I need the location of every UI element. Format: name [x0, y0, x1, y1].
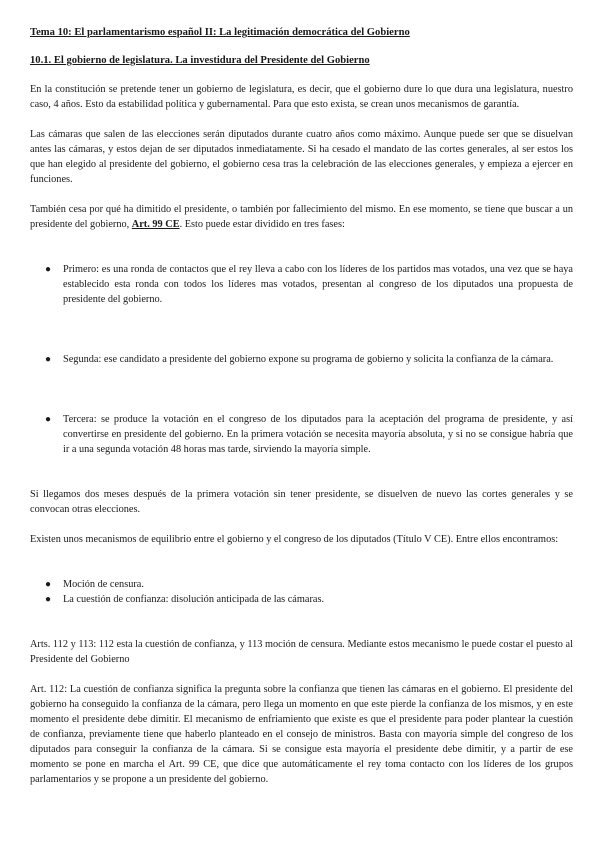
list-spacer — [30, 397, 573, 412]
mechanism-text: Moción de censura. — [63, 579, 144, 590]
mechanisms-list — [30, 577, 573, 607]
bullet-icon: ● — [45, 579, 52, 590]
list-spacer — [30, 367, 573, 397]
article-reference: Art. 99 CE — [131, 219, 180, 230]
list-item — [30, 412, 573, 457]
phase-text: Segunda: ese candidato a presidente del gobierno expone su programa de gobierno y solicita la confianza de la cámara. — [63, 354, 554, 365]
mechanism-text: La cuestión de confianza: disolución anticipada de las cámaras. — [63, 594, 325, 605]
list-spacer — [30, 307, 573, 337]
list-item — [30, 577, 573, 592]
document-title: Tema 10: El parlamentarismo español II: La legitimación democrática del Gobierno — [30, 27, 410, 38]
paragraph-camaras: Las cámaras que salen de las elecciones serán diputados durante cuatro años como máximo. Aunque puede ser que se disuelvan antes las cámaras, y estos dejan de ser diputados inmediatamente. Si ha cesado el mandato de las cortes generales, al ser estos los que han elegido al presidente del gobierno, el gobierno cesa tras la celebración de las elecciones generales, y empieza a ejercer en funciones. — [30, 129, 573, 185]
phase-text: Primero: es una ronda de contactos que el rey lleva a cabo con los líderes de los partidos mas votados, una vez que se haya establecido esta ronda con todos los líderes mas votados, presentan al congreso de los diputados una propuesta de presidente del gobierno. — [63, 264, 573, 305]
list-item — [30, 352, 573, 367]
paragraph-dos-meses: Si llegamos dos meses después de la primera votación sin tener presidente, se disuelven de nuevo las cortes generales y se convocan otras elecciones. — [30, 489, 573, 515]
bullet-icon: ● — [45, 414, 52, 425]
paragraph-cese-text: También cesa por qué ha dimitido el presidente, o también por fallecimiento del mismo. En ese momento, se tiene que buscar a un presidente del gobierno, — [30, 204, 573, 230]
bullet-icon: ● — [45, 354, 52, 365]
paragraph-cese-tail: . Esto puede estar dividido en tres fases: — [179, 219, 345, 230]
list-item — [30, 592, 573, 607]
paragraph-arts-112-113: Arts. 112 y 113: 112 esta la cuestión de confianza, y 113 moción de censura. Mediante estos mecanismo le puede costar el puesto al Presidente del Gobierno — [30, 639, 573, 665]
paragraph-art-112: Art. 112: La cuestión de confianza significa la pregunta sobre la confianza que tienen las cámaras en el gobierno. El presidente del gobierno ha conseguido la confianza de la cámara, pero llega un momento en que este pierde la confianza de los mismos, y en este momento el presidente debe dimitir. El mecanismo de enfriamiento que existe es que el presidente para poder plantear la cuestión de confianza, previamente tiene que haberlo planteado en el consejo de ministros. Basta con mayoría simple del congreso de los diputados para conseguir la confianza de la cámara. Si se consigue esta mayoría el presidente debe dimitir, y a partir de ese momento se pone en marcha el Art. 99 CE, que dice que automáticamente el rey toma contacto con los líderes de los grupos parlamentarios y se propone a un presidente del gobierno. — [30, 684, 573, 785]
list-spacer — [30, 337, 573, 352]
phase-text: Tercera: se produce la votación en el congreso de los diputados para la aceptación del programa de presidente, y así convertirse en presidente del gobierno. En la primera votación se necesita mayoría absoluta, y si no se consigue habría que ir a una segunda votación 48 horas mas tarde, sirviendo la mayoría simple. — [63, 414, 573, 455]
list-item — [30, 262, 573, 307]
bullet-icon: ● — [45, 264, 52, 275]
paragraph-cese — [30, 202, 573, 232]
paragraph-equilibrio: Existen unos mecanismos de equilibrio entre el gobierno y el congreso de los diputados (Título V CE). Entre ellos encontramos: — [30, 534, 559, 545]
phases-list — [30, 262, 573, 457]
section-title: 10.1. El gobierno de legislatura. La investidura del Presidente del Gobierno — [30, 55, 370, 66]
bullet-icon: ● — [45, 594, 52, 605]
paragraph-legislatura: En la constitución se pretende tener un gobierno de legislatura, es decir, que el gobierno dure lo que dura una legislatura, nuestro caso, 4 años. Esto da estabilidad política y gubernamental. Para que esto exista, se crean unos mecanismos de garantía. — [30, 84, 573, 110]
